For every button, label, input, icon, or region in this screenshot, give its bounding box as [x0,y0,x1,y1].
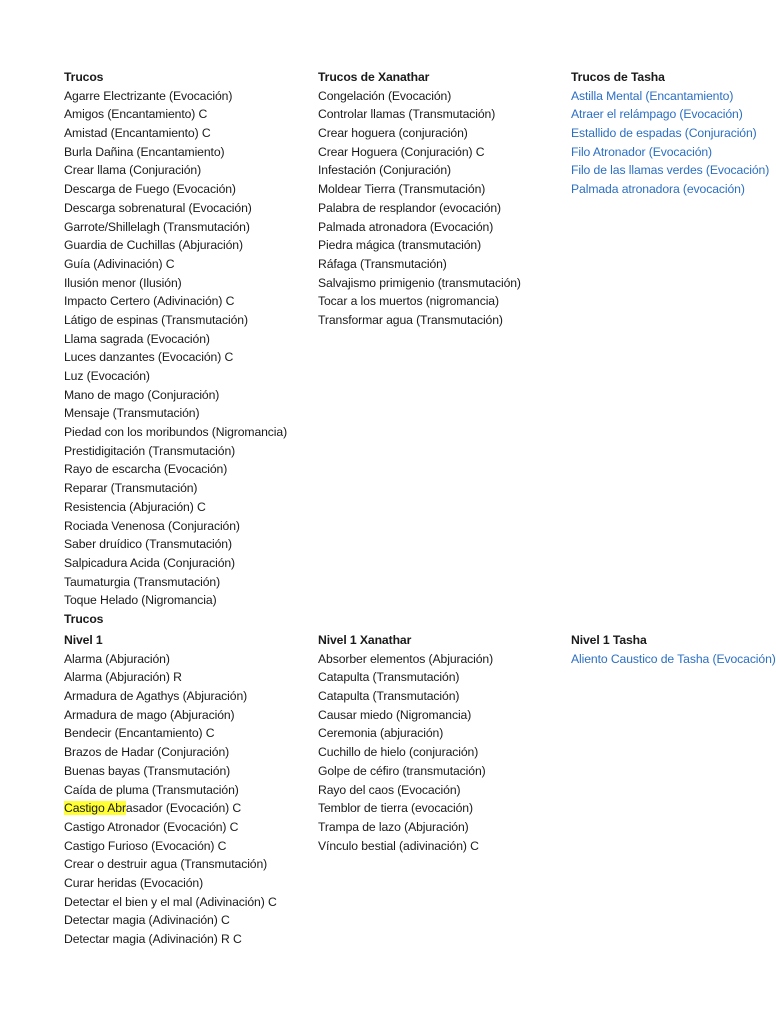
spell-item: Burla Dañina (Encantamiento) [64,144,225,159]
spell-item: Congelación (Evocación) [318,88,452,103]
spell-item: Brazos de Hadar (Conjuración) [64,745,230,760]
spell-item: Castigo Atronador (Evocación) C [64,819,239,834]
spell-item: Piedra mágica (transmutación) [318,238,482,253]
spell-item: Salpicadura Acida (Conjuración) [64,555,236,570]
column-footer: Trucos [64,611,104,626]
spell-item: Amistad (Encantamiento) C [64,126,211,141]
spell-link[interactable]: Aliento Caustico de Tasha (Evocación) [571,651,776,666]
spell-item: Guía (Adivinación) C [64,256,175,271]
level1-xanathar-column [318,631,568,855]
spell-item: Reparar (Transmutación) [64,481,198,496]
spell-item: Castigo Furioso (Evocación) C [64,838,227,853]
spell-item: Taumaturgia (Transmutación) [64,574,221,589]
spell-item: Guardia de Cuchillas (Abjuración) [64,238,243,253]
spell-link[interactable]: Palmada atronadora (evocación) [571,182,745,197]
spell-item: Descarga sobrenatural (Evocación) [64,200,252,215]
spell-item: Toque Helado (Nigromancia) [64,593,217,608]
spell-list [318,650,568,856]
spell-item: Trampa de lazo (Abjuración) [318,819,469,834]
spell-item: Látigo de espinas (Transmutación) [64,312,248,327]
spell-item [64,799,314,818]
cantrips-xanathar-column [318,68,568,330]
spell-item: Mensaje (Transmutación) [64,406,200,421]
spell-item: Buenas bayas (Transmutación) [64,763,231,778]
spell-item: Causar miedo (Nigromancia) [318,707,472,722]
spell-item: Cuchillo de hielo (conjuración) [318,745,479,760]
spell-item: Infestación (Conjuración) [318,163,451,178]
column-header: Trucos de Tasha [571,70,665,84]
spell-item: Temblor de tierra (evocación) [318,801,473,816]
spell-item: Vínculo bestial (adivinación) C [318,838,479,853]
spell-item: Ráfaga (Transmutación) [318,256,447,271]
column-header: Nivel 1 Tasha [571,633,647,647]
spell-item: Crear hoguera (conjuración) [318,126,468,141]
spell-item: Garrote/Shillelagh (Transmutación) [64,219,250,234]
spell-link[interactable]: Filo Atronador (Evocación) [571,144,713,159]
level1-tasha-column [571,631,776,668]
spell-link[interactable]: Filo de las llamas verdes (Evocación) [571,163,770,178]
cantrips-phb-column [64,68,314,629]
column-header: Trucos de Xanathar [318,70,430,84]
spell-item: Ceremonia (abjuración) [318,726,444,741]
spell-item: Luz (Evocación) [64,369,150,383]
spell-item: Absorber elementos (Abjuración) [318,651,494,666]
spell-list [64,87,314,610]
spell-item: Armadura de Agathys (Abjuración) [64,689,248,704]
spell-item: Descarga de Fuego (Evocación) [64,182,236,197]
spell-item: Luces danzantes (Evocación) C [64,350,234,365]
spell-item: Agarre Electrizante (Evocación) [64,88,233,103]
spell-item: Controlar llamas (Transmutación) [318,107,496,122]
spell-item: Resistencia (Abjuración) C [64,499,206,514]
spell-item: Ilusión menor (Ilusión) [64,275,182,290]
spell-item: Palabra de resplandor (evocación) [318,200,502,215]
spell-item: Rayo de escarcha (Evocación) [64,462,228,477]
spell-list [571,650,776,669]
spell-list [571,87,770,199]
spell-item: Detectar el bien y el mal (Adivinación) C [64,894,277,909]
spell-item: Armadura de mago (Abjuración) [64,707,235,722]
spell-link[interactable]: Atraer el relámpago (Evocación) [571,107,743,122]
level1-phb-column [64,631,314,949]
cantrips-tasha-column [571,68,770,199]
column-header: Nivel 1 Xanathar [318,633,412,647]
spell-item: Caída de pluma (Transmutación) [64,782,239,797]
spell-item: Palmada atronadora (Evocación) [318,219,494,234]
spell-item: Alarma (Abjuración) R [64,670,182,685]
spell-item: Amigos (Encantamiento) C [64,107,208,122]
spell-item: Impacto Certero (Adivinación) C [64,294,235,309]
spell-item: Moldear Tierra (Transmutación) [318,182,486,197]
spell-item: Salvajismo primigenio (transmutación) [318,275,521,290]
column-header: Trucos [64,70,104,84]
spell-item: Alarma (Abjuración) [64,651,170,666]
spell-item: Crear Hoguera (Conjuración) C [318,144,485,159]
spell-item: Rayo del caos (Evocación) [318,782,461,797]
spell-item: Golpe de céfiro (transmutación) [318,763,486,778]
spell-item: Curar heridas (Evocación) [64,875,204,890]
spell-list [64,650,314,949]
spell-item: Crear llama (Conjuración) [64,163,202,178]
spell-item: Detectar magia (Adivinación) C [64,913,230,928]
spell-item: Catapulta (Transmutación) [318,670,460,685]
spell-item: Rociada Venenosa (Conjuración) [64,518,240,533]
spell-item: Bendecir (Encantamiento) C [64,726,215,741]
spell-item: Tocar a los muertos (nigromancia) [318,294,499,309]
spell-item: Catapulta (Transmutación) [318,689,460,704]
spell-item: Crear o destruir agua (Transmutación) [64,857,268,872]
spell-item: Detectar magia (Adivinación) R C [64,932,242,946]
spell-item: Prestidigitación (Transmutación) [64,443,236,458]
column-header: Nivel 1 [64,633,103,647]
highlighted-text: Castigo Abr [64,801,126,816]
spell-item: Llama sagrada (Evocación) [64,331,210,346]
spell-item: Mano de mago (Conjuración) [64,387,220,402]
spell-item-rest: asador (Evocación) C [125,801,242,816]
spell-link[interactable]: Estallido de espadas (Conjuración) [571,126,757,141]
spell-list [318,87,568,330]
spell-link[interactable]: Astilla Mental (Encantamiento) [571,88,734,103]
spell-item: Saber druídico (Transmutación) [64,537,232,552]
spell-item: Transformar agua (Transmutación) [318,312,503,327]
spell-item: Piedad con los moribundos (Nigromancia) [64,425,288,440]
